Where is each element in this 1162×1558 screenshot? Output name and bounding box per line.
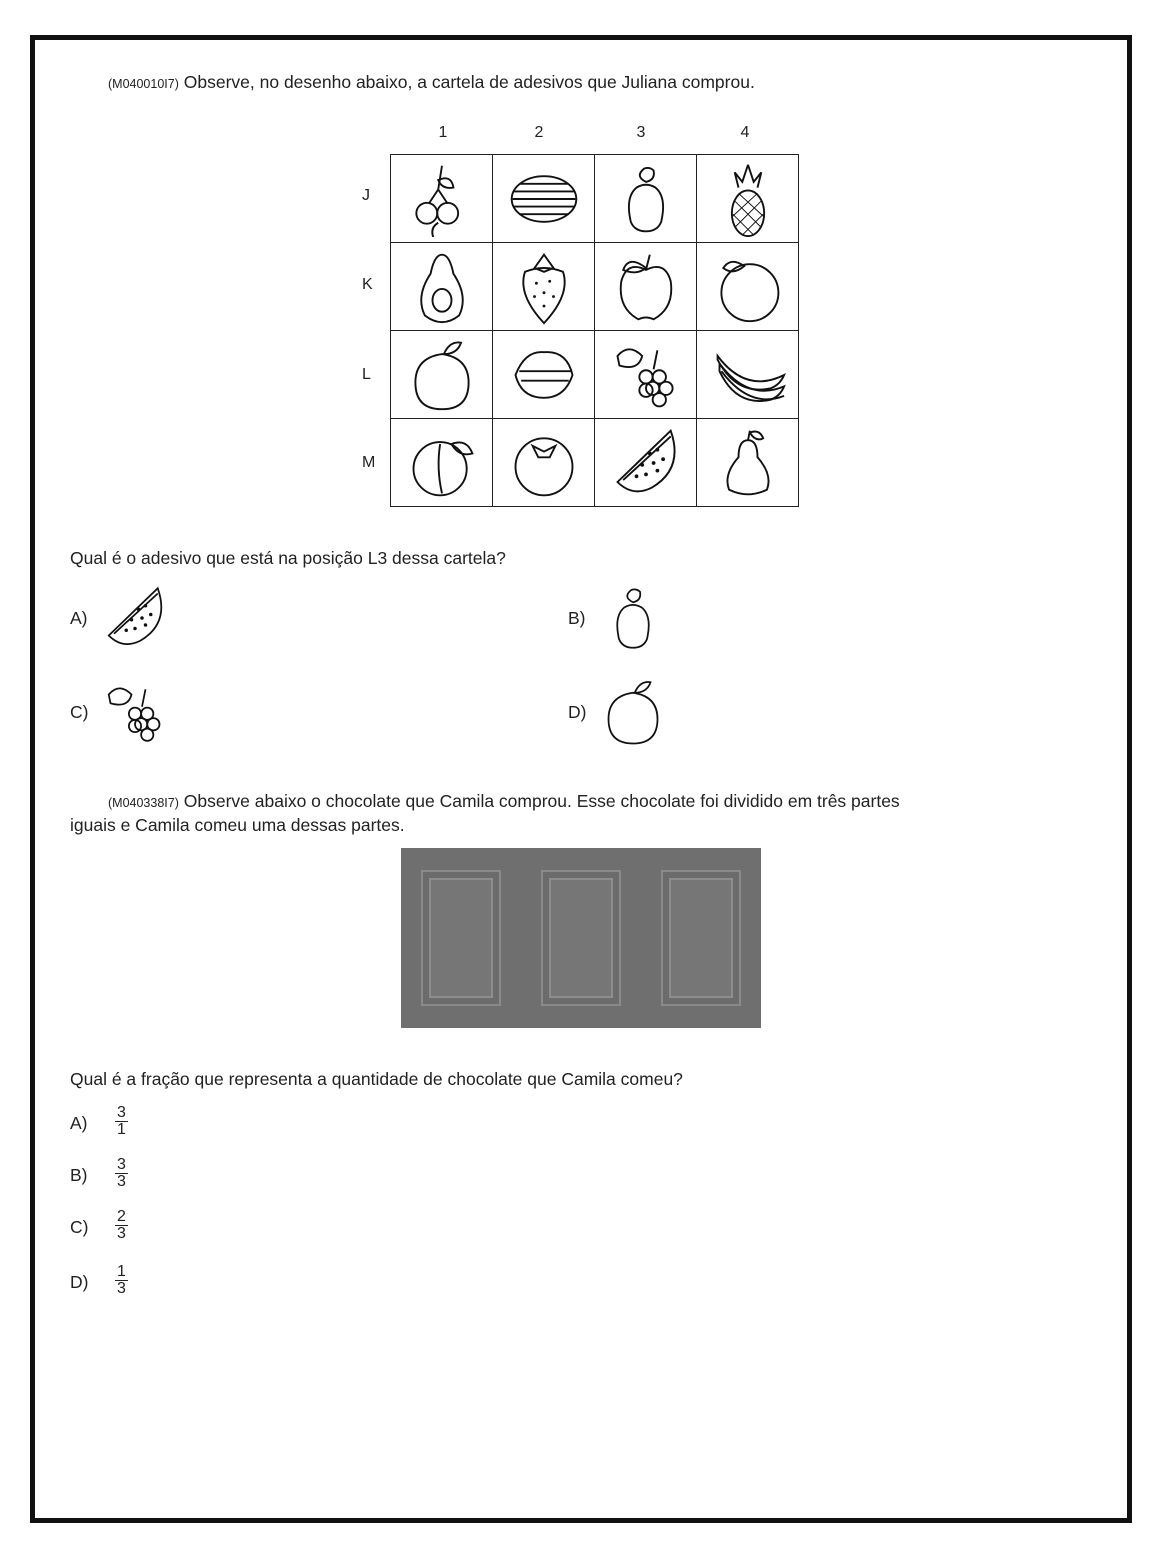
q2-question: Qual é a fração que representa a quantidade de chocolate que Camila comeu? xyxy=(70,1069,683,1089)
grid-cell xyxy=(697,155,799,243)
q2-option-b-label[interactable]: B) xyxy=(70,1165,88,1185)
q2-option-c-label[interactable]: C) xyxy=(70,1217,89,1237)
grid-cell xyxy=(391,419,493,507)
grid-cell xyxy=(391,155,493,243)
lemon-icon xyxy=(404,337,480,413)
q1-option-c-label[interactable]: C) xyxy=(70,702,89,722)
q2-option-a-fraction[interactable] xyxy=(115,1105,128,1138)
chocolate-piece xyxy=(641,848,761,1028)
row-label: K xyxy=(362,276,373,293)
col-label: 2 xyxy=(534,124,544,141)
peach-icon xyxy=(404,425,480,501)
grapes-icon xyxy=(608,337,684,413)
denominator: 3 xyxy=(117,1173,126,1190)
q1-question: Qual é o adesivo que está na posição L3 dessa cartela? xyxy=(70,548,506,568)
grid-cell xyxy=(493,155,595,243)
watermelon-slice-icon xyxy=(100,583,170,653)
starfruit-icon xyxy=(506,337,582,413)
grid-cell xyxy=(595,155,697,243)
orange-icon xyxy=(710,249,786,325)
q1-intro xyxy=(108,72,755,93)
q2-option-c-fraction[interactable] xyxy=(115,1209,128,1242)
numerator: 3 xyxy=(117,1104,126,1121)
grid-cell xyxy=(697,331,799,419)
grid-cell xyxy=(493,419,595,507)
grapes-icon xyxy=(100,677,170,747)
grid-cell xyxy=(595,243,697,331)
q2-option-d-label[interactable]: D) xyxy=(70,1272,89,1292)
q2-code: (M040338I7) xyxy=(108,796,179,810)
grid-cell xyxy=(391,243,493,331)
numerator: 2 xyxy=(117,1208,126,1225)
q1-option-d[interactable] xyxy=(598,677,668,752)
grid-cell xyxy=(697,419,799,507)
grid-cell xyxy=(391,331,493,419)
col-label: 3 xyxy=(636,124,646,141)
cherries-icon xyxy=(404,161,480,237)
watermelon-icon xyxy=(506,161,582,237)
numerator: 1 xyxy=(117,1263,126,1280)
q2-intro xyxy=(108,791,900,812)
sticker-grid xyxy=(390,154,799,507)
denominator: 3 xyxy=(117,1280,126,1297)
col-label: 1 xyxy=(438,124,448,141)
grid-cell xyxy=(493,243,595,331)
numerator: 3 xyxy=(117,1156,126,1173)
watermelon-slice-icon xyxy=(608,425,684,501)
chocolate-piece xyxy=(521,848,641,1028)
cashew-icon xyxy=(608,161,684,237)
denominator: 3 xyxy=(117,1225,126,1242)
q1-option-d-label[interactable]: D) xyxy=(568,702,587,722)
persimmon-icon xyxy=(506,425,582,501)
q1-code: (M040010I7) xyxy=(108,77,179,91)
lemon-icon xyxy=(598,677,668,747)
q1-option-c[interactable] xyxy=(100,677,170,752)
pear-icon xyxy=(710,425,786,501)
apple-icon xyxy=(608,249,684,325)
q1-intro-text: Observe, no desenho abaixo, a cartela de adesivos que Juliana comprou. xyxy=(183,72,755,92)
cashew-icon xyxy=(598,583,668,653)
bananas-icon xyxy=(710,337,786,413)
row-label: J xyxy=(362,187,370,204)
denominator: 1 xyxy=(117,1121,126,1138)
avocado-icon xyxy=(404,249,480,325)
chocolate-piece xyxy=(401,848,521,1028)
q2-option-a-label[interactable]: A) xyxy=(70,1113,88,1133)
q1-option-b-label[interactable]: B) xyxy=(568,608,586,628)
q1-option-a[interactable] xyxy=(100,583,170,658)
chocolate-bar-image xyxy=(401,848,761,1028)
q2-option-d-fraction[interactable] xyxy=(115,1264,128,1297)
grid-cell xyxy=(595,331,697,419)
q1-option-b[interactable] xyxy=(598,583,668,658)
row-label: M xyxy=(362,454,376,471)
q2-intro-text: Observe abaixo o chocolate que Camila comprou. Esse chocolate foi dividido em três partes xyxy=(183,791,900,811)
grid-cell xyxy=(697,243,799,331)
col-label: 4 xyxy=(740,124,750,141)
grid-cell xyxy=(493,331,595,419)
q1-option-a-label[interactable]: A) xyxy=(70,608,88,628)
grid-cell xyxy=(595,419,697,507)
pineapple-icon xyxy=(710,161,786,237)
strawberry-icon xyxy=(506,249,582,325)
q2-option-b-fraction[interactable] xyxy=(115,1157,128,1190)
q2-intro-line2: iguais e Camila comeu uma dessas partes. xyxy=(70,815,405,835)
row-label: L xyxy=(362,366,371,383)
